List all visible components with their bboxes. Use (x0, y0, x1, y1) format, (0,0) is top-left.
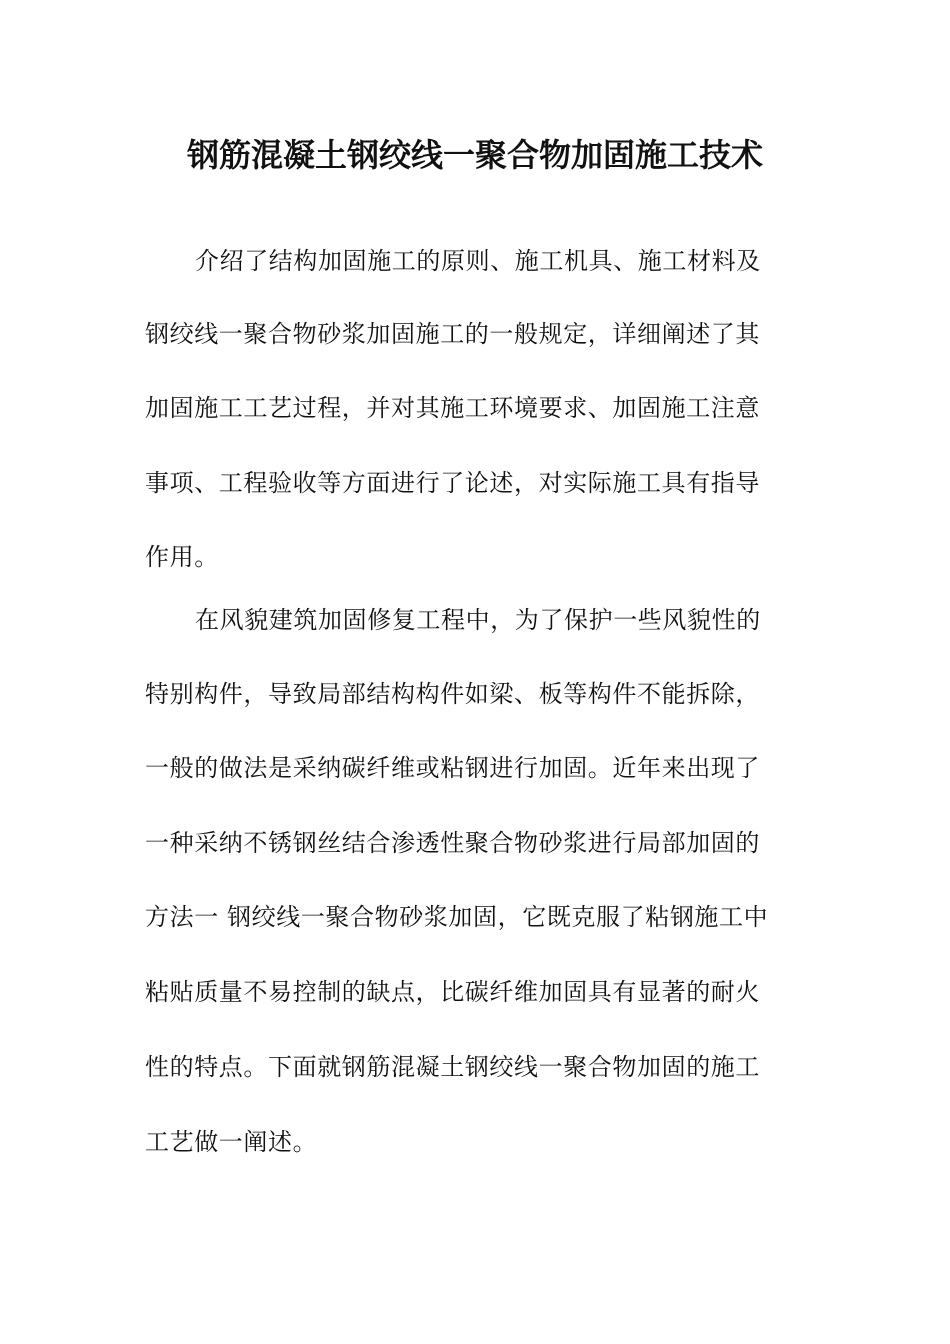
paragraph-line: 在风貌建筑加固修复工程中，为了保护一些风貌性的 (195, 606, 761, 634)
paragraph-line: 一种采纳不锈钢丝结合渗透性聚合物砂浆进行局部加固的 (145, 829, 760, 857)
paragraph-line: 性的特点。下面就钢筋混凝土钢绞线一聚合物加固的施工 (145, 1053, 760, 1081)
paragraph-line: 作用。 (145, 543, 219, 571)
paragraph-line: 介绍了结构加固施工的原则、施工机具、施工材料及 (195, 247, 761, 275)
paragraph-line: 粘贴质量不易控制的缺点，比碳纤维加固具有显著的耐火 (145, 978, 760, 1006)
paragraph-line: 工艺做一阐述。 (145, 1128, 318, 1156)
paragraph-line: 事项、工程验收等方面进行了论述，对实际施工具有指导 (145, 469, 760, 497)
paragraph-line: 钢绞线一聚合物砂浆加固施工的一般规定，详细阐述了其 (145, 320, 760, 348)
paragraph-line: 加固施工工艺过程，并对其施工环境要求、加固施工注意 (145, 394, 760, 422)
document-title: 钢筋混凝土钢绞线一聚合物加固施工技术 (186, 136, 763, 174)
paragraph-line: 特别构件，导致局部结构构件如梁、板等构件不能拆除， (145, 680, 760, 708)
paragraph-line: 方法一 钢绞线一聚合物砂浆加固，它既克服了粘钢施工中 (145, 903, 769, 931)
paragraph-line: 一般的做法是采纳碳纤维或粘钢进行加固。近年来出现了 (145, 754, 760, 782)
